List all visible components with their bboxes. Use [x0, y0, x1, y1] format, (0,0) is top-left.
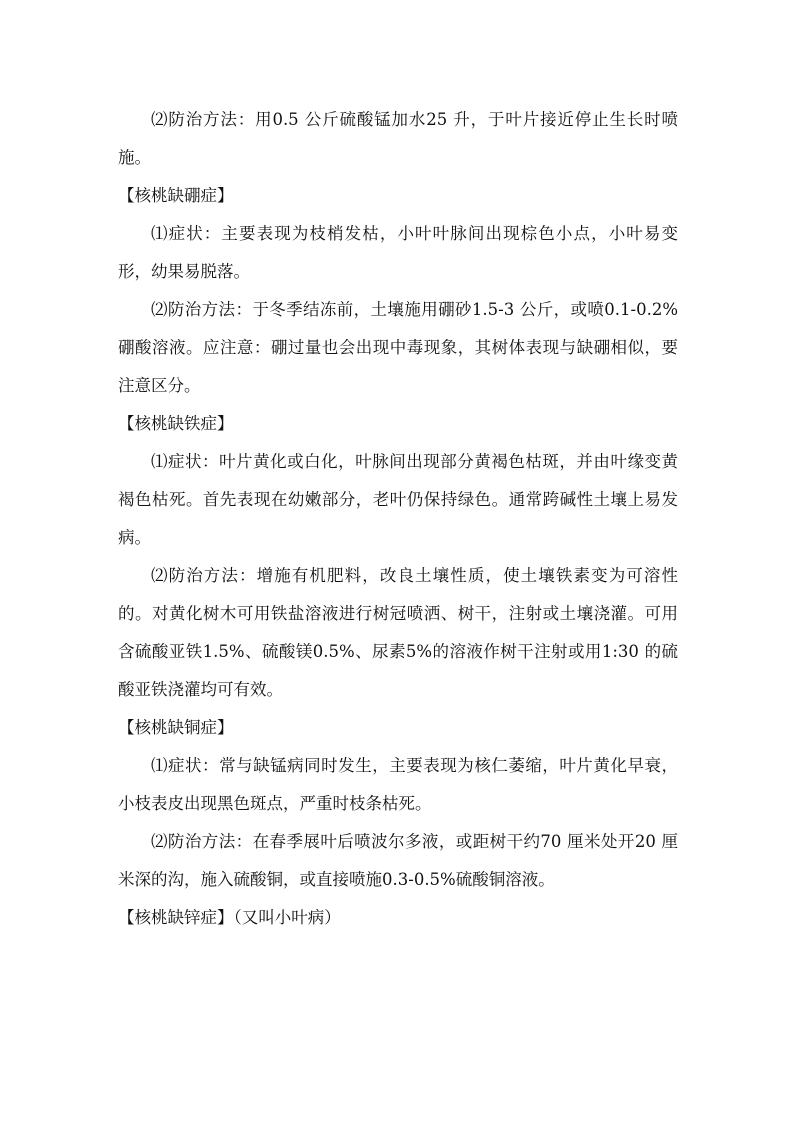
boron-symptoms-paragraph: ⑴症状：主要表现为枝梢发枯，小叶叶脉间出现棕色小点，小叶易变形，幼果易脱落。 [118, 224, 678, 281]
boron-deficiency-heading: 【核桃缺硼症】 [118, 186, 234, 205]
iron-deficiency-heading: 【核桃缺铁症】 [118, 414, 234, 433]
copper-symptoms-paragraph: ⑴症状：常与缺锰病同时发生，主要表现为核仁萎缩，叶片黄化早衰，小枝表皮出现黑色斑点，严重时枝条枯死。 [118, 756, 678, 813]
zinc-deficiency-heading: 【核桃缺锌症】 [118, 908, 234, 927]
copper-deficiency-heading: 【核桃缺铜症】 [118, 718, 234, 737]
zinc-deficiency-note: （又叫小叶病） [233, 908, 341, 927]
copper-treatment-paragraph: ⑵防治方法：在春季展叶后喷波尔多液，或距树干约70 厘米处开20 厘米深的沟，施入硫酸铜，或直接喷施0.3-0.5%硫酸铜溶液。 [118, 832, 678, 889]
iron-symptoms-paragraph: ⑴症状：叶片黄化或白化，叶脉间出现部分黄褐色枯斑，并由叶缘变黄褐色枯死。首先表现在幼嫩部分，老叶仍保持绿色。通常跨碱性土壤上易发病。 [118, 452, 678, 547]
document-body [118, 101, 678, 937]
boron-treatment-paragraph: ⑵防治方法：于冬季结冻前，土壤施用硼砂1.5-3 公斤，或喷0.1-0.2%硼酸溶液。应注意：硼过量也会出现中毒现象，其树体表现与缺硼相似，要注意区分。 [118, 300, 678, 395]
zinc-deficiency-heading-line [118, 899, 678, 937]
manganese-treatment-paragraph: ⑵防治方法：用0.5 公斤硫酸锰加水25 升，于叶片接近停止生长时喷施。 [118, 110, 678, 167]
iron-treatment-paragraph: ⑵防治方法：增施有机肥料，改良土壤性质，使土壤铁素变为可溶性的。对黄化树木可用铁盐溶液进行树冠喷洒、树干，注射或土壤浇灌。可用含硫酸亚铁1.5%、硫酸镁0.5%、尿素5%的溶液作树干注射或用1:30 的硫酸亚铁浇灌均可有效。 [118, 566, 678, 699]
